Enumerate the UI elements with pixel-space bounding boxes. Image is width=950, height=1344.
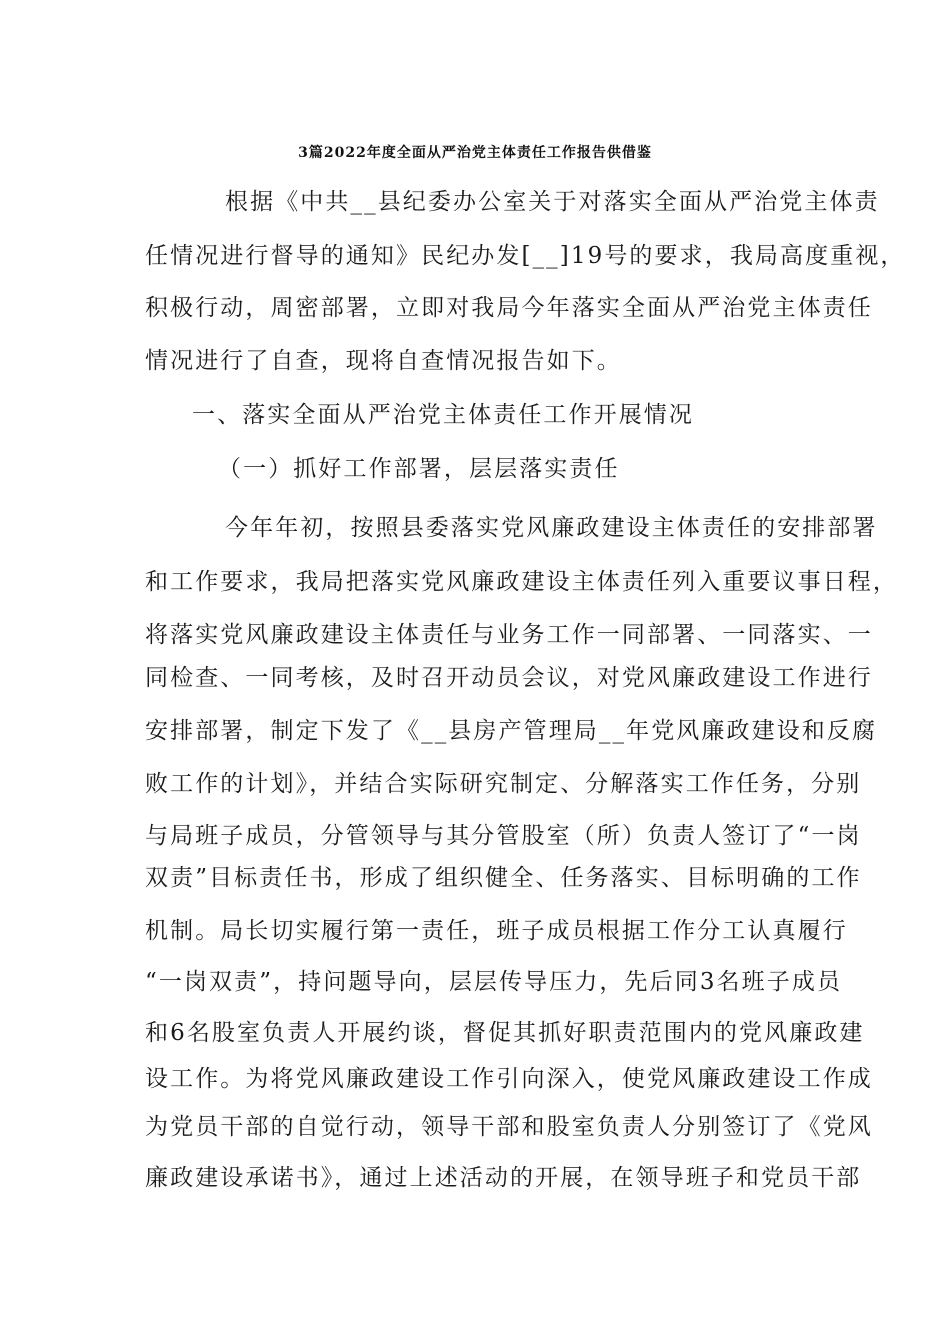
paragraph-line-12: 双责”目标责任书，形成了组织健全、任务落实、目标明确的工作 bbox=[145, 865, 862, 891]
paragraph-line-9: 安排部署，制定下发了《__县房产管理局__年党风廉政建设和反腐 bbox=[145, 718, 878, 744]
paragraph-line-5: 今年年初，按照县委落实党风廉政建设主体责任的安排部署 bbox=[225, 515, 878, 541]
paragraph-line-16: 设工作。为将党风廉政建设工作引向深入，使党风廉政建设工作成 bbox=[145, 1066, 873, 1092]
paragraph-line-14: “一岗双责”，持问题导向，层层传导压力，先后同3名班子成员 bbox=[145, 969, 843, 995]
paragraph-line-18: 廉政建设承诺书》，通过上述活动的开展，在领导班子和党员干部 bbox=[145, 1165, 862, 1191]
paragraph-line-17: 为党员干部的自觉行动，领导干部和股室负责人分别签订了《党风 bbox=[145, 1114, 873, 1140]
paragraph-line-15: 和6名股室负责人开展约谈，督促其抓好职责范围内的党风廉政建 bbox=[145, 1020, 865, 1046]
paragraph-line-3: 积极行动，周密部署，立即对我局今年落实全面从严治党主体责任 bbox=[145, 295, 873, 321]
paragraph-line-8: 同检查、一同考核，及时召开动员会议，对党风廉政建设工作进行 bbox=[145, 665, 873, 691]
document-title: 3篇2022年度全面从严治党主体责任工作报告供借鉴 bbox=[298, 145, 652, 161]
paragraph-line-10: 败工作的计划》，并结合实际研究制定、分解落实工作任务，分别 bbox=[145, 771, 862, 797]
paragraph-line-6: 和工作要求，我局把落实党风廉政建设主体责任列入重要议事日程， bbox=[145, 569, 898, 595]
paragraph-line-11: 与局班子成员，分管领导与其分管股室（所）负责人签订了“一岗 bbox=[145, 823, 862, 849]
paragraph-line-2: 任情况进行督导的通知》民纪办发[__]19号的要求，我局高度重视， bbox=[145, 243, 906, 269]
section-heading: 一、落实全面从严治党主体责任工作开展情况 bbox=[192, 402, 694, 428]
paragraph-line-4: 情况进行了自查，现将自查情况报告如下。 bbox=[145, 348, 622, 374]
subsection-heading: （一）抓好工作部署，层层落实责任 bbox=[218, 456, 620, 482]
paragraph-line-1: 根据《中共__县纪委办公室关于对落实全面从严治党主体责 bbox=[225, 189, 880, 215]
paragraph-line-7: 将落实党风廉政建设主体责任与业务工作一同部署、一同落实、一 bbox=[145, 622, 873, 648]
paragraph-line-13: 机制。局长切实履行第一责任，班子成员根据工作分工认真履行 bbox=[145, 918, 848, 944]
